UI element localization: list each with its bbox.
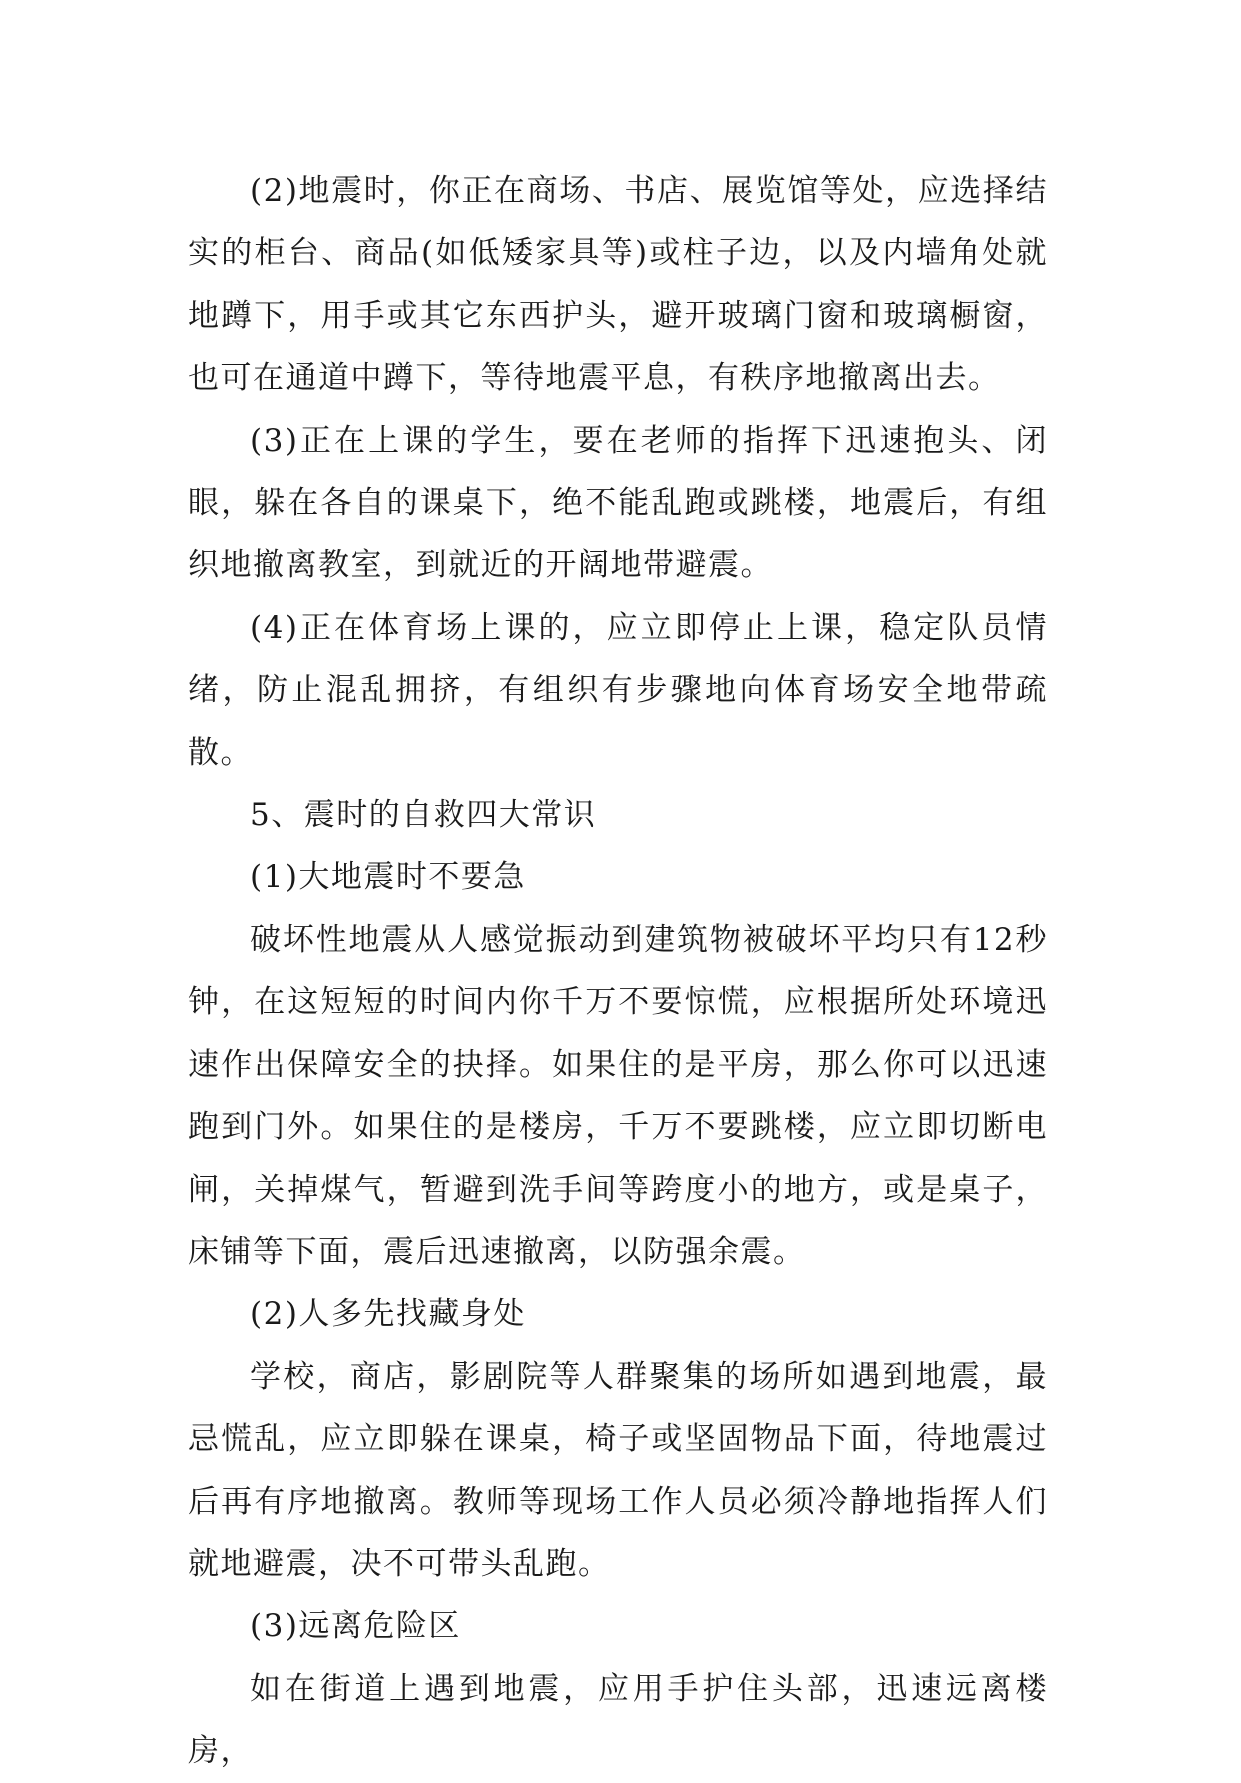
- subheading-dont-panic: (1)大地震时不要急: [250, 859, 526, 896]
- paragraph-item-2-mall: (2)地震时，你正在商场、书店、展览馆等处，应选择结实的柜台、商品(如低矮家具等)或柱子边，以及内墙角处就地蹲下，用手或其它东西护头，避开玻璃门窗和玻璃橱窗，也可在通道中蹲下，等待地震平息，有秩序地撤离出去。: [188, 173, 1048, 397]
- document-body: [188, 160, 1048, 1783]
- paragraph-dont-panic: 破坏性地震从人感觉振动到建筑物被破坏平均只有12秒钟，在这短短的时间内你千万不要惊慌，应根据所处环境迅速作出保障安全的抉择。如果住的是平房，那么你可以迅速跑到门外。如果住的是楼房，千万不要跳楼，应立即切断电闸，关掉煤气，暂避到洗手间等跨度小的地方，或是桌子，床铺等下面，震后迅速撤离，以防强余震。: [188, 921, 1048, 1270]
- paragraph-avoid-danger: 如在街道上遇到地震，应用手护住头部，迅速远离楼房，: [188, 1670, 1048, 1770]
- paragraph-item-3-classroom: (3)正在上课的学生，要在老师的指挥下迅速抱头、闭眼，躲在各自的课桌下，绝不能乱跑或跳楼，地震后，有组织地撤离教室，到就近的开阔地带避震。: [188, 422, 1048, 584]
- subheading-avoid-danger: (3)远离危险区: [250, 1608, 461, 1645]
- paragraph-item-4-stadium: (4)正在体育场上课的，应立即停止上课，稳定队员情绪，防止混乱拥挤，有组织有步骤地向体育场安全地带疏散。: [188, 609, 1048, 771]
- subheading-find-shelter: (2)人多先找藏身处: [250, 1296, 526, 1333]
- paragraph-find-shelter: 学校，商店，影剧院等人群聚集的场所如遇到地震，最忌慌乱，应立即躲在课桌，椅子或坚固物品下面，待地震过后再有序地撤离。教师等现场工作人员必须冷静地指挥人们就地避震，决不可带头乱跑。: [188, 1358, 1048, 1582]
- section-heading-self-rescue: 5、震时的自救四大常识: [250, 797, 597, 834]
